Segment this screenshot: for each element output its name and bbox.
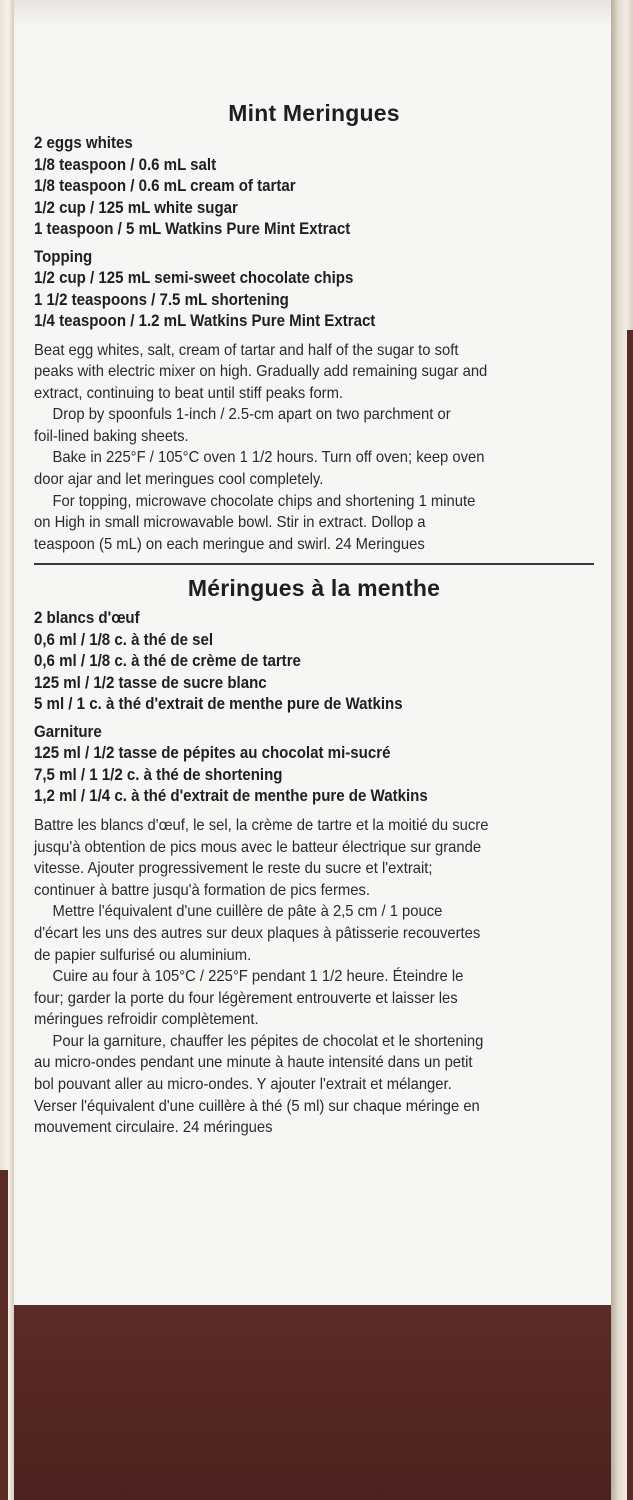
direction-line: bol pouvant aller au micro-ondes. Y ajouter l'extrait et mélanger. (34, 1076, 452, 1094)
ingredient-item: 0,6 ml / 1/8 c. à thé de crème de tartre (34, 652, 301, 671)
topping-list-french (34, 743, 594, 808)
topping-heading-english: Topping (34, 247, 93, 266)
topping-list-english (34, 268, 594, 333)
ingredient-item: 2 eggs whites (34, 134, 133, 152)
direction-line: Bake in 225°F / 105°C oven 1 1/2 hours. Turn off oven; keep oven (52, 449, 485, 467)
recipe-title-french: Méringues à la menthe (187, 575, 441, 602)
ingredient-item: 1 1/2 teaspoons / 7.5 mL shortening (34, 290, 289, 309)
direction-line: door ajar and let meringues cool completely. (34, 471, 324, 489)
direction-line: on High in small microwavable bowl. Stir in extract. Dollop a (34, 514, 426, 532)
direction-line: Verser l'équivalent d'une cuillère à thé (5 ml) sur chaque méringe en (34, 1097, 480, 1115)
direction-line: méringues refroidir complètement. (34, 1011, 259, 1029)
ingredient-item: 1/8 teaspoon / 0.6 mL cream of tartar (34, 177, 296, 195)
direction-line: four; garder la porte du four légèrement entrouverte et laisser les (34, 989, 458, 1007)
box-right-brown-edge (627, 330, 633, 1500)
direction-line: au micro-ondes pendant une minute à haute intensité dans un petit (34, 1054, 473, 1072)
ingredient-item: 125 ml / 1/2 tasse de pépites au chocolat mi-sucré (34, 744, 391, 763)
box-left-brown-edge (0, 1170, 8, 1500)
direction-line: foil-lined baking sheets. (34, 427, 189, 445)
ingredient-item: 1,2 ml / 1/4 c. à thé d'extrait de menthe pure de Watkins (34, 787, 428, 806)
direction-line: jusqu'à obtention de pics mous avec le batteur électrique sur grande (34, 838, 482, 856)
ingredient-list-french (34, 608, 594, 716)
ingredient-item: 1/2 cup / 125 mL white sugar (34, 198, 238, 217)
ingredient-item: 7,5 ml / 1 1/2 c. à thé de shortening (34, 765, 283, 784)
direction-line: vitesse. Ajouter progressivement le reste du sucre et l'extrait; (34, 860, 433, 878)
ingredient-list-english (34, 133, 594, 241)
ingredient-item: 5 ml / 1 c. à thé d'extrait de menthe pure de Watkins (34, 695, 403, 714)
ingredient-item: 1/8 teaspoon / 0.6 mL salt (34, 155, 217, 174)
direction-line: For topping, microwave chocolate chips and shortening 1 minute (52, 492, 476, 510)
direction-line: extract, continuing to beat until stiff peaks form. (34, 384, 344, 402)
recipe-title-english: Mint Meringues (228, 100, 400, 126)
direction-line: Mettre l'équivalent d'une cuillère de pâte à 2,5 cm / 1 pouce (52, 903, 443, 921)
ingredient-item: 125 ml / 1/2 tasse de sucre blanc (34, 673, 267, 692)
section-divider (34, 563, 594, 565)
directions-english (34, 340, 552, 556)
direction-line: peaks with electric mixer on high. Gradually add remaining sugar and (34, 363, 488, 381)
direction-line: continuer à battre jusqu'à formation de pics fermes. (34, 881, 371, 899)
direction-line: Drop by spoonfuls 1-inch / 2.5-cm apart on two parchment or (52, 406, 451, 424)
direction-line: Pour la garniture, chauffer les pépites de chocolat et le shortening (52, 1032, 484, 1050)
ingredient-item: 2 blancs d'œuf (34, 609, 140, 628)
direction-line: de papier sulfurisé ou aluminium. (34, 946, 252, 964)
direction-line: d'écart les uns des autres sur deux plaques à pâtisserie recouvertes (34, 924, 481, 942)
bottom-brown-band (14, 1305, 611, 1500)
direction-line: Cuire au four à 105°C / 225°F pendant 1 1/2 heure. Éteindre le (52, 968, 464, 986)
direction-line: Battre les blancs d'œuf, le sel, la crème de tartre et la moitié du sucre (34, 816, 489, 834)
topping-heading-french: Garniture (34, 722, 102, 741)
direction-line: teaspoon (5 mL) on each meringue and swirl. 24 Meringues (34, 535, 425, 553)
ingredient-item: 1/4 teaspoon / 1.2 mL Watkins Pure Mint Extract (34, 312, 376, 330)
ingredient-item: 0,6 ml / 1/8 c. à thé de sel (34, 630, 214, 649)
ingredient-item: 1 teaspoon / 5 mL Watkins Pure Mint Extract (34, 220, 351, 238)
direction-line: Beat egg whites, salt, cream of tartar and half of the sugar to soft (34, 341, 459, 359)
box-top-shadow (14, 0, 611, 28)
ingredient-item: 1/2 cup / 125 mL semi-sweet chocolate chips (34, 269, 354, 287)
directions-french (34, 815, 552, 1139)
recipe-content (34, 100, 594, 1139)
direction-line: mouvement circulaire. 24 méringues (34, 1119, 273, 1137)
